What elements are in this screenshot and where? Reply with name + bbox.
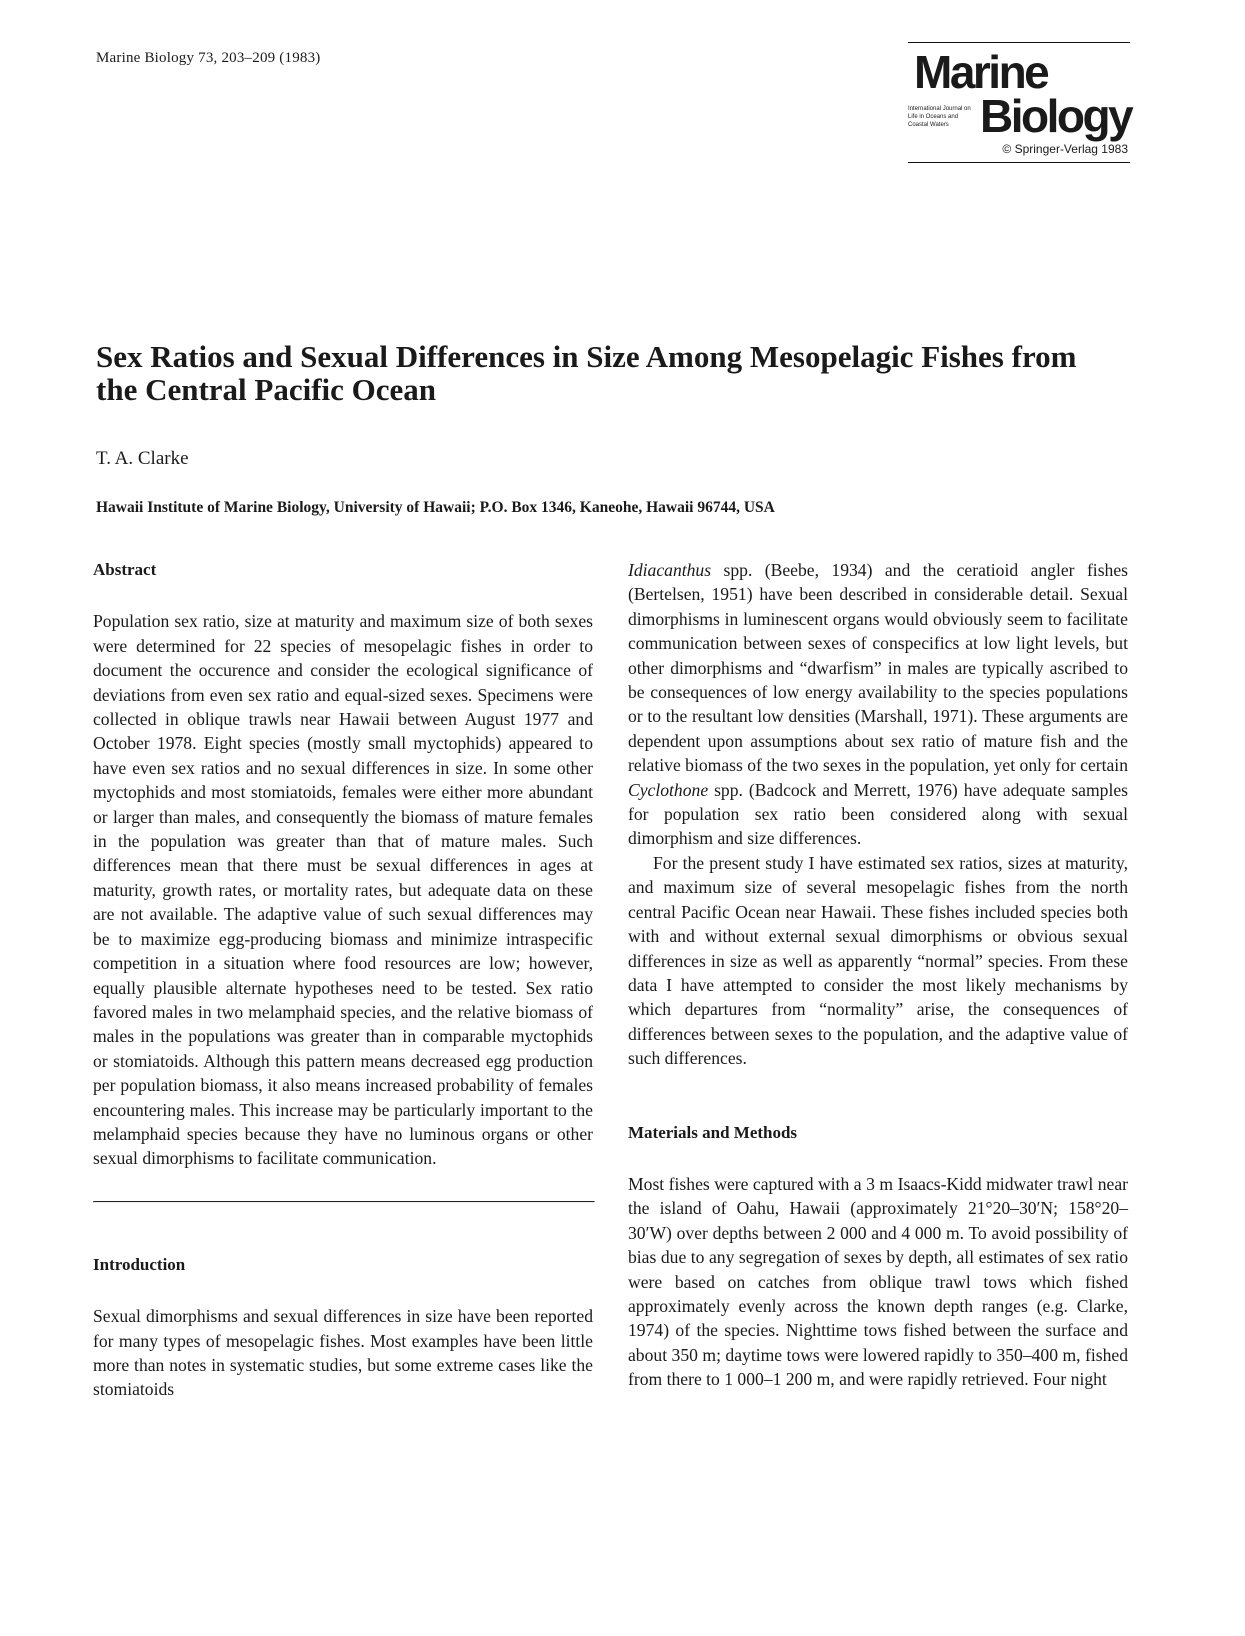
logo-rule-bottom [908, 162, 1130, 163]
introduction-paragraph-1-continued [628, 558, 1128, 851]
introduction-paragraph-2: For the present study I have estimated sex ratios, sizes at maturity, and maximum size of several mesopelagic fishes from the north central Pacific Ocean near Hawaii. These fishes included species both with and without external sexual dimorphisms or obvious sexual differences in size as well as apparently “normal” species. From these data I have attempted to consider the most likely mechanisms by which departures from “normality” arise, the consequences of differences between sexes to the population, and the adaptive value of such differences. [628, 852, 1128, 1069]
abstract-heading: Abstract [93, 560, 157, 579]
article-title: Sex Ratios and Sexual Differences in Size Among Mesopelagic Fishes from the Central Pacific Ocean [96, 339, 1077, 407]
logo-rule-top [908, 42, 1130, 43]
logo-word-marine: Marine [914, 46, 1048, 98]
genus-cyclothone: Cyclothone [628, 779, 709, 800]
genus-idiacanthus: Idiacanthus [628, 560, 712, 580]
intro-cont-end: spp. (Badcock and Merrett, 1976) have adequate samples for population sex ratio been considered along with sexual dimorphism and size differences. [628, 779, 1128, 849]
logo-tagline: International Journal on Life in Oceans and Coastal Waters [908, 106, 971, 128]
introduction-paragraph-1: Sexual dimorphisms and sexual differences in size have been reported for many types of mesopelagic fishes. Most examples have been little more than notes in systematic studies, but some extreme cases like the stomiatoids [93, 1306, 593, 1400]
logo-copyright: © Springer-Verlag 1983 [1002, 142, 1128, 156]
journal-citation: Marine Biology 73, 203–209 (1983) [96, 50, 321, 66]
logo-word-biology: Biology [980, 90, 1132, 142]
intro-cont-text: spp. (Beebe, 1934) and the ceratioid angler fishes (Bertelsen, 1951) have been described in considerable detail. Sexual dimorphisms in luminescent organs would obviously seem to facilitate communication between sexes of conspecifics at low light levels, but other dimorphisms and “dwarfism” in males are typically ascribed to be consequences of low energy availability to the species populations or to the resultant low densities (Marshall, 1971). These arguments are dependent upon assumptions about sex ratio of mature fish and the relative biomass of the two sexes in the population, yet only for certain [628, 560, 1128, 776]
right-column [628, 558, 1128, 1392]
left-column [93, 558, 593, 1402]
abstract-text: Population sex ratio, size at maturity and maximum size of both sexes were determined for 22 species of mesopelagic fishes in order to document the occurence and consider the ecological significance of deviations from even sex ratio and equal-sized sexes. Specimens were collected in oblique trawls near Hawaii between August 1977 and October 1978. Eight species (mostly small myctophids) appeared to have even sex ratios and no sexual differences in size. In some other myctophids and most stomiatoids, females were either more abundant or larger than males, and consequently the biomass of mature females in the population was greater than that of mature males. Such differences mean that there must be sexual differences in ages at maturity, growth rates, or mortality rates, but adequate data on these are not available. The adaptive value of such sexual differences may be to maximize egg-producing biomass and minimize intraspecific competition in a situation where food resources are low; however, equally plausible alternate hypotheses need to be tested. Sex ratio favored males in two melamphaid species, and the relative biomass of males in the populations was greater than in comparable myctophids or stomiatoids. Although this pattern means decreased egg production per population biomass, it also means increased probability of females encountering males. This increase may be particularly important to the melamphaid species because they have no luminous organs or other sexual dimorphisms to facilitate communication. [93, 611, 593, 1169]
introduction-heading: Introduction [93, 1254, 186, 1274]
methods-heading: Materials and Methods [628, 1122, 798, 1142]
methods-paragraph-1: Most fishes were captured with a 3 m Isaacs-Kidd midwater trawl near the island of Oahu, Hawaii (approximately 21°20–30′N; 158°20–30′W) over depths between 2 000 and 4 000 m. To avoid possibility of bias due to any segregation of sexes by depth, all estimates of sex ratio were based on catches from oblique trawl tows which fished approximately evenly across the known depth ranges (e.g. Clarke, 1974) of the species. Nighttime tows fished between the surface and about 350 m; daytime tows were lowered rapidly to 350–400 m, fished from there to 1 000–1 200 m, and were rapidly retrieved. Four night [628, 1173, 1128, 1390]
article-author: T. A. Clarke [96, 448, 189, 469]
journal-logo [908, 42, 1130, 162]
article-affiliation: Hawaii Institute of Marine Biology, University of Hawaii; P.O. Box 1346, Kaneohe, Hawaii 96744, USA [96, 499, 775, 516]
